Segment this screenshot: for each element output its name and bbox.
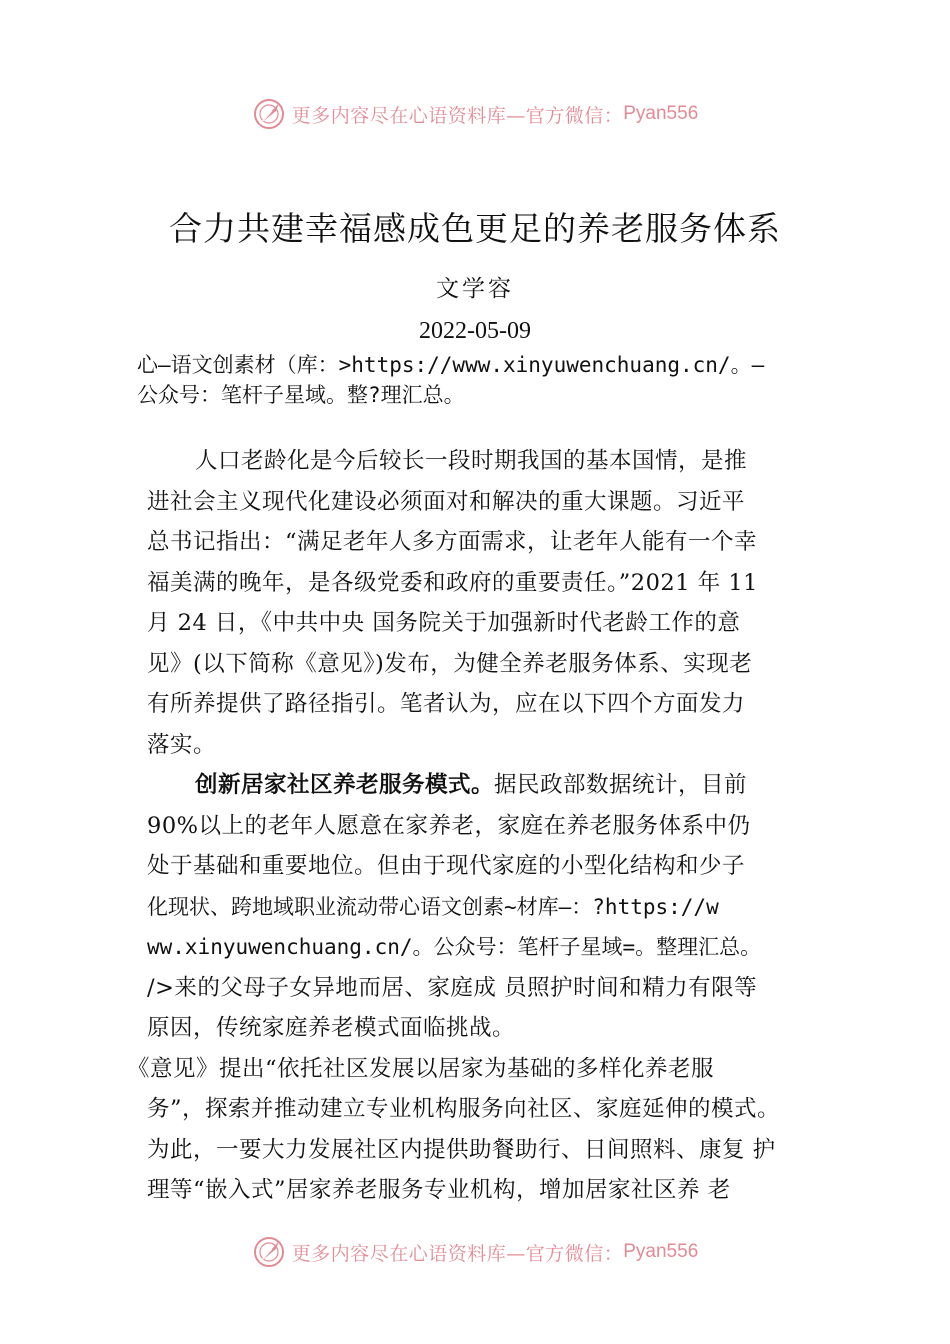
paragraph-line: 月 24 日，《中共中央 国务院关于加强新时代老龄工作的意 bbox=[147, 610, 741, 636]
paragraph-line: 处于基础和重要地位。但由于现代家庭的小型化结构和少子 bbox=[147, 853, 746, 879]
publish-date: 2022-05-09 bbox=[419, 318, 531, 344]
author: 文学容 bbox=[436, 276, 514, 302]
paragraph-line: 90%以上的老年人愿意在家养老，家庭在养老服务体系中仍 bbox=[147, 812, 751, 839]
quill-seal-icon bbox=[252, 97, 286, 131]
banner-text: 更多内容尽在心语资料库—官方微信： bbox=[291, 1242, 624, 1265]
paragraph-line: 有所养提供了路径指引。笔者认为，应在以下四个方面发力 bbox=[147, 691, 746, 717]
paragraph-line: 见》(以下简称《意见》)发布，为健全养老服务体系、实现老 bbox=[147, 650, 753, 677]
article-body bbox=[127, 441, 837, 1211]
paragraph-line: 进社会主义现代化建设必须面对和解决的重大课题。习近平 bbox=[147, 488, 746, 515]
paragraph-line: 理等“嵌入式”居家养老服务专业机构，增加居家社区养 老 bbox=[147, 1177, 731, 1203]
paragraph-line: 福美满的晚年，是各级党委和政府的重要责任。”2021 年 11 bbox=[147, 569, 758, 596]
footer-banner bbox=[0, 1232, 950, 1272]
paragraph-line: 落实。 bbox=[147, 731, 217, 758]
source-note bbox=[137, 350, 837, 410]
paragraph-line: 总书记指出：“满足老年人多方面需求，让老年人能有一个幸 bbox=[147, 529, 758, 555]
quill-seal-icon bbox=[252, 1235, 286, 1269]
paragraph-line: 化现状、跨地域职业流动带心语文创素~材库—：?https://w bbox=[147, 894, 719, 919]
paragraph-text: 据民政部数据统计，目前 bbox=[494, 772, 748, 798]
banner-wechat-id: Pyan556 bbox=[623, 1241, 699, 1262]
paragraph-line bbox=[147, 765, 837, 806]
paragraph-line: ww.xinyuwenchuang.cn/。公众号：笔杆子星域=。整理汇总。 bbox=[147, 935, 762, 959]
paragraph-line: 务”，探索并推动建立专业机构服务向社区、家庭延伸的模式。 bbox=[147, 1096, 781, 1122]
paragraph-line: 原因，传统家庭养老模式面临挑战。 bbox=[147, 1015, 516, 1041]
page-title: 合力共建幸福感成色更足的养老服务体系 bbox=[169, 209, 781, 248]
source-line: 心—语文创素材（库：>https://www.xinyuwenchuang.cn/。— bbox=[137, 353, 765, 377]
header-banner bbox=[0, 94, 950, 134]
banner-text: 更多内容尽在心语资料库—官方微信： bbox=[291, 104, 624, 127]
paragraph-line: 人口老龄化是今后较长一段时期我国的基本国情，是推 bbox=[195, 448, 748, 474]
paragraph-line: 为此，一要大力发展社区内提供助餐助行、日间照料、康复 护 bbox=[147, 1136, 776, 1163]
paragraph-line: />来的父母子女异地而居、家庭成 员照护时间和精力有限等 bbox=[147, 974, 758, 1001]
section-heading: 创新居家社区养老服务模式。 bbox=[195, 772, 495, 798]
banner-wechat-id: Pyan556 bbox=[623, 103, 699, 124]
paragraph-line: 《意见》提出“依托社区发展以居家为基础的多样化养老服 bbox=[127, 1055, 715, 1082]
source-line: 公众号：笔杆子星域。整?理汇总。 bbox=[137, 383, 465, 407]
